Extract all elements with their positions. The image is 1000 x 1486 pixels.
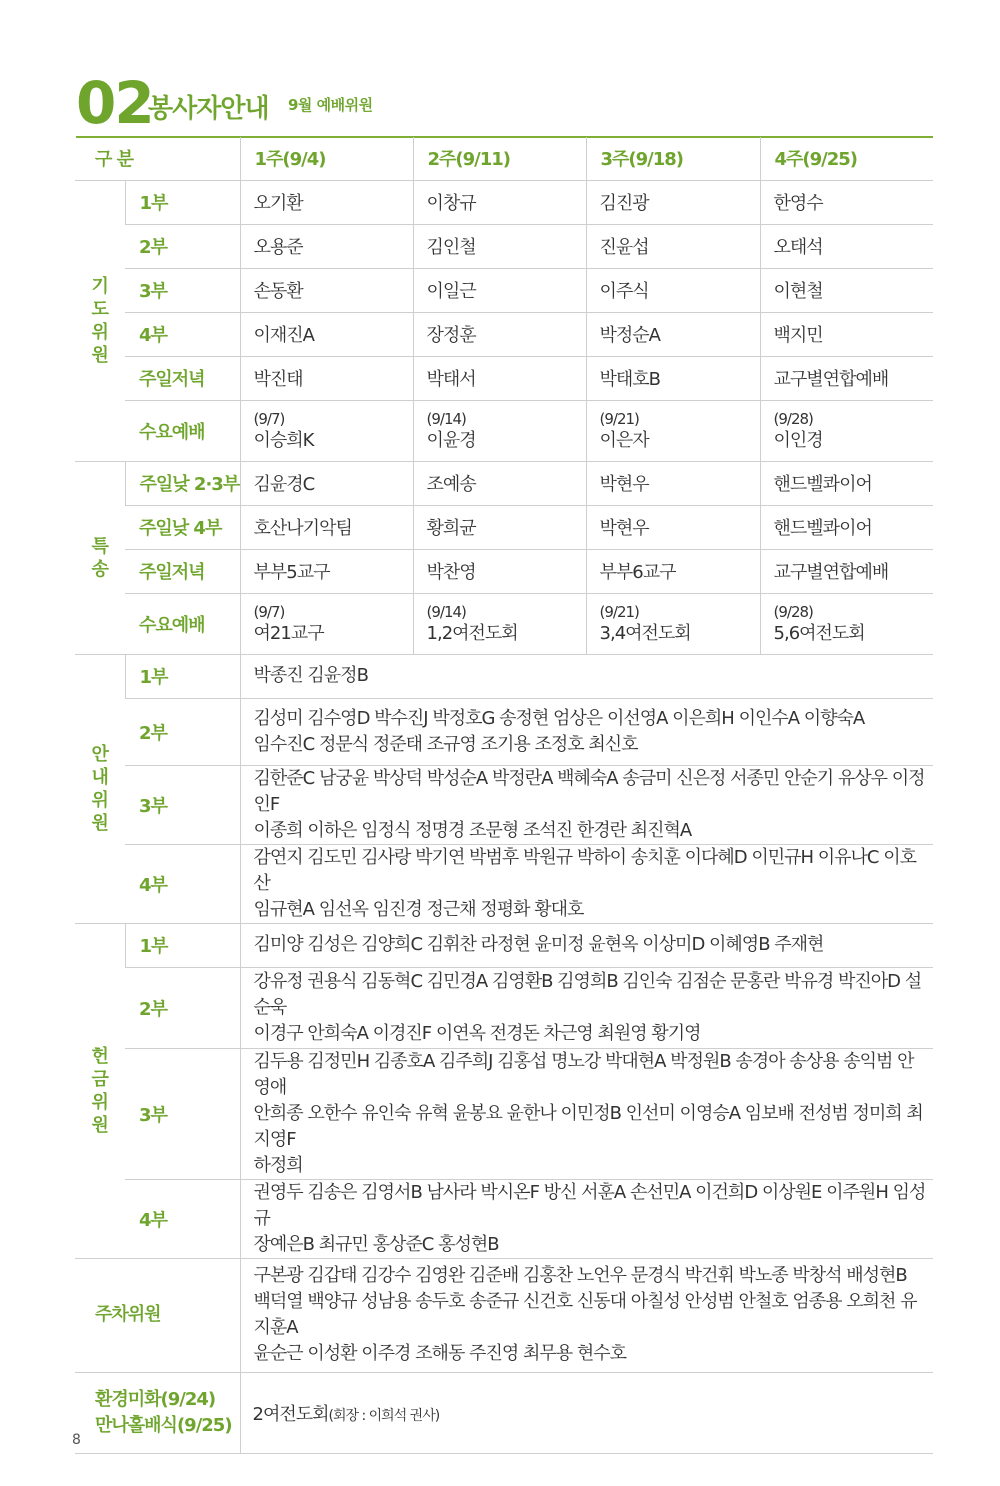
name-line: 백덕열 백양규 성남용 송두호 송준규 신건호 신동대 아칠성 안성범 안철호 엄종용 오희천 유지훈A <box>253 1291 917 1338</box>
schedule-cell: 장정훈 <box>413 312 586 356</box>
schedule-cell: 이일근 <box>413 268 586 312</box>
row-label: 2부 <box>125 967 240 1048</box>
row-label: 1부 <box>125 654 240 698</box>
schedule-cell: 핸드벨콰이어 <box>760 505 933 549</box>
row-label: 4부 <box>125 844 240 923</box>
section-subtitle: 9월 예배위원 <box>288 96 373 114</box>
assignee: 이윤경 <box>426 429 476 451</box>
column-header: 구 분 <box>75 137 240 180</box>
date-label: (9/28) <box>773 409 813 428</box>
table-row <box>75 356 933 400</box>
schedule-cell <box>240 593 413 654</box>
date-label: (9/7) <box>253 409 285 428</box>
row-label: 3부 <box>125 268 240 312</box>
schedule-cell: 백지민 <box>760 312 933 356</box>
column-header: 1주(9/4) <box>240 137 413 180</box>
table-row <box>75 654 933 698</box>
group-label-char: 도 <box>91 298 108 320</box>
name-list <box>240 1258 933 1372</box>
assignee: 이승희K <box>253 429 314 451</box>
row-label: 4부 <box>125 1179 240 1258</box>
table-row <box>75 505 933 549</box>
page-number: 8 <box>72 1432 81 1448</box>
schedule-cell: 오용준 <box>240 224 413 268</box>
column-header: 2주(9/11) <box>413 137 586 180</box>
schedule-cell: 부부6교구 <box>586 549 760 593</box>
schedule-cell: 손동환 <box>240 268 413 312</box>
schedule-cell: 조예송 <box>413 461 586 505</box>
schedule-cell: 한영수 <box>760 180 933 224</box>
name-line: 안희종 오한수 유인숙 유혁 윤봉요 윤한나 이민정B 인선미 이영승A 임보배 전성범 정미희 최지영F <box>253 1102 923 1150</box>
page-header <box>76 69 933 138</box>
group-label-char: 위 <box>91 789 108 811</box>
table-row <box>75 180 933 224</box>
schedule-cell <box>413 400 586 461</box>
row-label: 2부 <box>125 698 240 765</box>
name-list <box>240 765 933 844</box>
parking-label: 주차위원 <box>75 1258 240 1372</box>
table-row <box>75 967 933 1048</box>
row-label: 3부 <box>125 1048 240 1179</box>
name-line: 윤순근 이성환 이주경 조해동 주진영 최무용 현수호 <box>253 1343 626 1364</box>
group-label-char: 기 <box>91 275 108 297</box>
schedule-cell: 교구별연합예배 <box>760 549 933 593</box>
name-line: 장예은B 최규민 홍상준C 홍성현B <box>253 1233 499 1255</box>
group-label-char: 원 <box>91 812 108 834</box>
date-label: (9/7) <box>253 602 285 621</box>
group-label <box>75 923 125 1258</box>
table-row <box>75 1179 933 1258</box>
row-label: 1부 <box>125 180 240 224</box>
name-line: 이종희 이하은 임정식 정명경 조문형 조석진 한경란 최진혁A <box>253 819 692 841</box>
group-label-char: 안 <box>91 743 108 765</box>
group-label-char: 위 <box>91 321 108 343</box>
date-label: (9/14) <box>426 602 466 621</box>
assignee: 3,4여전도회 <box>599 622 691 644</box>
schedule-cell <box>586 593 760 654</box>
schedule-cell: 오기환 <box>240 180 413 224</box>
name-line: 임규현A 임선옥 임진경 정근채 정평화 황대호 <box>253 898 584 920</box>
group-label <box>75 180 125 461</box>
name-line: 김두용 김정민H 김종호A 김주희J 김홍섭 명노강 박대현A 박정원B 송경아 송상용 송익범 안영애 <box>253 1050 914 1098</box>
schedule-cell: 교구별연합예배 <box>760 356 933 400</box>
table-row <box>75 1048 933 1179</box>
table-row <box>75 549 933 593</box>
name-line: 김한준C 남궁윤 박상덕 박성순A 박정란A 백혜숙A 송금미 신은정 서종민 안순기 유상우 이정인F <box>253 767 925 815</box>
name-line: 김미양 김성은 김양희C 김휘찬 라정현 윤미정 윤현옥 이상미D 이혜영B 주재현 <box>253 934 824 955</box>
group-label-char: 송 <box>91 558 108 580</box>
name-line: 하정희 <box>253 1154 303 1176</box>
name-line: 이경구 안희숙A 이경진F 이연옥 전경돈 차근영 최원영 황기영 <box>253 1022 701 1044</box>
assignee: 5,6여전도회 <box>773 622 865 644</box>
schedule-cell: 이현철 <box>760 268 933 312</box>
row-label: 4부 <box>125 312 240 356</box>
assignee: 이인경 <box>773 429 823 451</box>
schedule-cell: 김인철 <box>413 224 586 268</box>
schedule-cell <box>760 593 933 654</box>
section-title: 봉사자안내 <box>148 94 269 124</box>
schedule-cell: 이창규 <box>413 180 586 224</box>
column-header: 4주(9/25) <box>760 137 933 180</box>
table-row <box>75 461 933 505</box>
schedule-cell <box>413 593 586 654</box>
row-label: 1부 <box>125 923 240 967</box>
name-line: 김성미 김수영D 박수진J 박정호G 송정현 엄상은 이선영A 이은희H 이인수A 이향숙A <box>253 707 865 729</box>
schedule-cell: 진윤섭 <box>586 224 760 268</box>
table-row <box>75 1372 933 1453</box>
assignee: 여21교구 <box>253 622 324 644</box>
group-label-char: 금 <box>91 1068 108 1090</box>
date-label: (9/21) <box>599 602 639 621</box>
name-line: 강유정 권용식 김동혁C 김민경A 김영환B 김영희B 김인숙 김점순 문홍란 박유경 박진아D 설순욱 <box>253 970 922 1018</box>
name-line: 권영두 김송은 김영서B 남사라 박시온F 방신 서훈A 손선민A 이건희D 이상원E 이주원H 임성규 <box>253 1181 926 1229</box>
section-number: 02 <box>76 69 153 137</box>
schedule-cell: 이주식 <box>586 268 760 312</box>
schedule-cell: 핸드벨콰이어 <box>760 461 933 505</box>
column-header: 3주(9/18) <box>586 137 760 180</box>
assignee: 1,2여전도회 <box>426 622 518 644</box>
name-list <box>240 967 933 1048</box>
table-row <box>75 923 933 967</box>
group-label-char: 위 <box>91 1091 108 1113</box>
table-row <box>75 400 933 461</box>
group-label-char: 특 <box>91 535 108 557</box>
schedule-cell <box>240 400 413 461</box>
schedule-cell: 박정순A <box>586 312 760 356</box>
schedule-cell: 김진광 <box>586 180 760 224</box>
environment-label <box>75 1372 240 1453</box>
schedule-cell: 오태석 <box>760 224 933 268</box>
group-label <box>75 654 125 923</box>
group-label <box>75 461 125 654</box>
schedule-cell: 박태서 <box>413 356 586 400</box>
group-label-char: 헌 <box>91 1045 108 1067</box>
schedule-cell: 호산나기악팀 <box>240 505 413 549</box>
row-label: 수요예배 <box>125 593 240 654</box>
date-label: (9/28) <box>773 602 813 621</box>
schedule-cell: 황희균 <box>413 505 586 549</box>
schedule-cell: 이재진A <box>240 312 413 356</box>
table-row <box>75 137 933 180</box>
schedule-cell: 박현우 <box>586 505 760 549</box>
group-label-char: 원 <box>91 344 108 366</box>
schedule-cell: 박태호B <box>586 356 760 400</box>
name-list <box>240 654 933 698</box>
table-row <box>75 268 933 312</box>
assignee-note: (회장 : 이희석 권사) <box>328 1407 440 1424</box>
row-label: 주일낮 4부 <box>125 505 240 549</box>
schedule-cell: 박찬영 <box>413 549 586 593</box>
row-label: 주일낮 2·3부 <box>125 461 240 505</box>
date-label: (9/21) <box>599 409 639 428</box>
date-label: (9/14) <box>426 409 466 428</box>
row-label: 2부 <box>125 224 240 268</box>
table-row <box>75 312 933 356</box>
schedule-cell <box>760 400 933 461</box>
schedule-cell: 박진태 <box>240 356 413 400</box>
row-label: 3부 <box>125 765 240 844</box>
row-label: 주일저녁 <box>125 356 240 400</box>
schedule-cell: 김윤경C <box>240 461 413 505</box>
name-list <box>240 923 933 967</box>
table-row <box>75 224 933 268</box>
schedule-cell: 부부5교구 <box>240 549 413 593</box>
row-label: 수요예배 <box>125 400 240 461</box>
environment-value <box>240 1372 933 1453</box>
name-line: 임수진C 정문식 정준태 조규영 조기용 조정호 최신호 <box>253 733 638 755</box>
schedule-cell: 박현우 <box>586 461 760 505</box>
label-line: 환경미화(9/24) <box>95 1388 216 1410</box>
name-list <box>240 1179 933 1258</box>
table-row <box>75 844 933 923</box>
row-label: 주일저녁 <box>125 549 240 593</box>
name-list <box>240 844 933 923</box>
name-line: 구본광 김갑태 김강수 김영완 김준배 김홍찬 노언우 문경식 박건휘 박노종 박창석 배성현B <box>253 1265 907 1286</box>
table-row <box>75 593 933 654</box>
name-list <box>240 1048 933 1179</box>
name-line: 감연지 김도민 김사랑 박기연 박범후 박원규 박하이 송치훈 이다혜D 이민규H 이유나C 이호산 <box>253 846 916 894</box>
name-line: 박종진 김윤정B <box>253 665 368 686</box>
group-label-char: 원 <box>91 1114 108 1136</box>
name-list <box>240 698 933 765</box>
group-label-char: 내 <box>91 766 108 788</box>
table-row <box>75 1258 933 1372</box>
table-row <box>75 698 933 765</box>
label-line: 만나홀배식(9/25) <box>95 1414 232 1436</box>
assignee: 이은자 <box>599 429 649 451</box>
volunteer-table <box>75 137 933 1454</box>
table-row <box>75 765 933 844</box>
assignee: 2여전도회 <box>252 1403 329 1425</box>
schedule-cell <box>586 400 760 461</box>
